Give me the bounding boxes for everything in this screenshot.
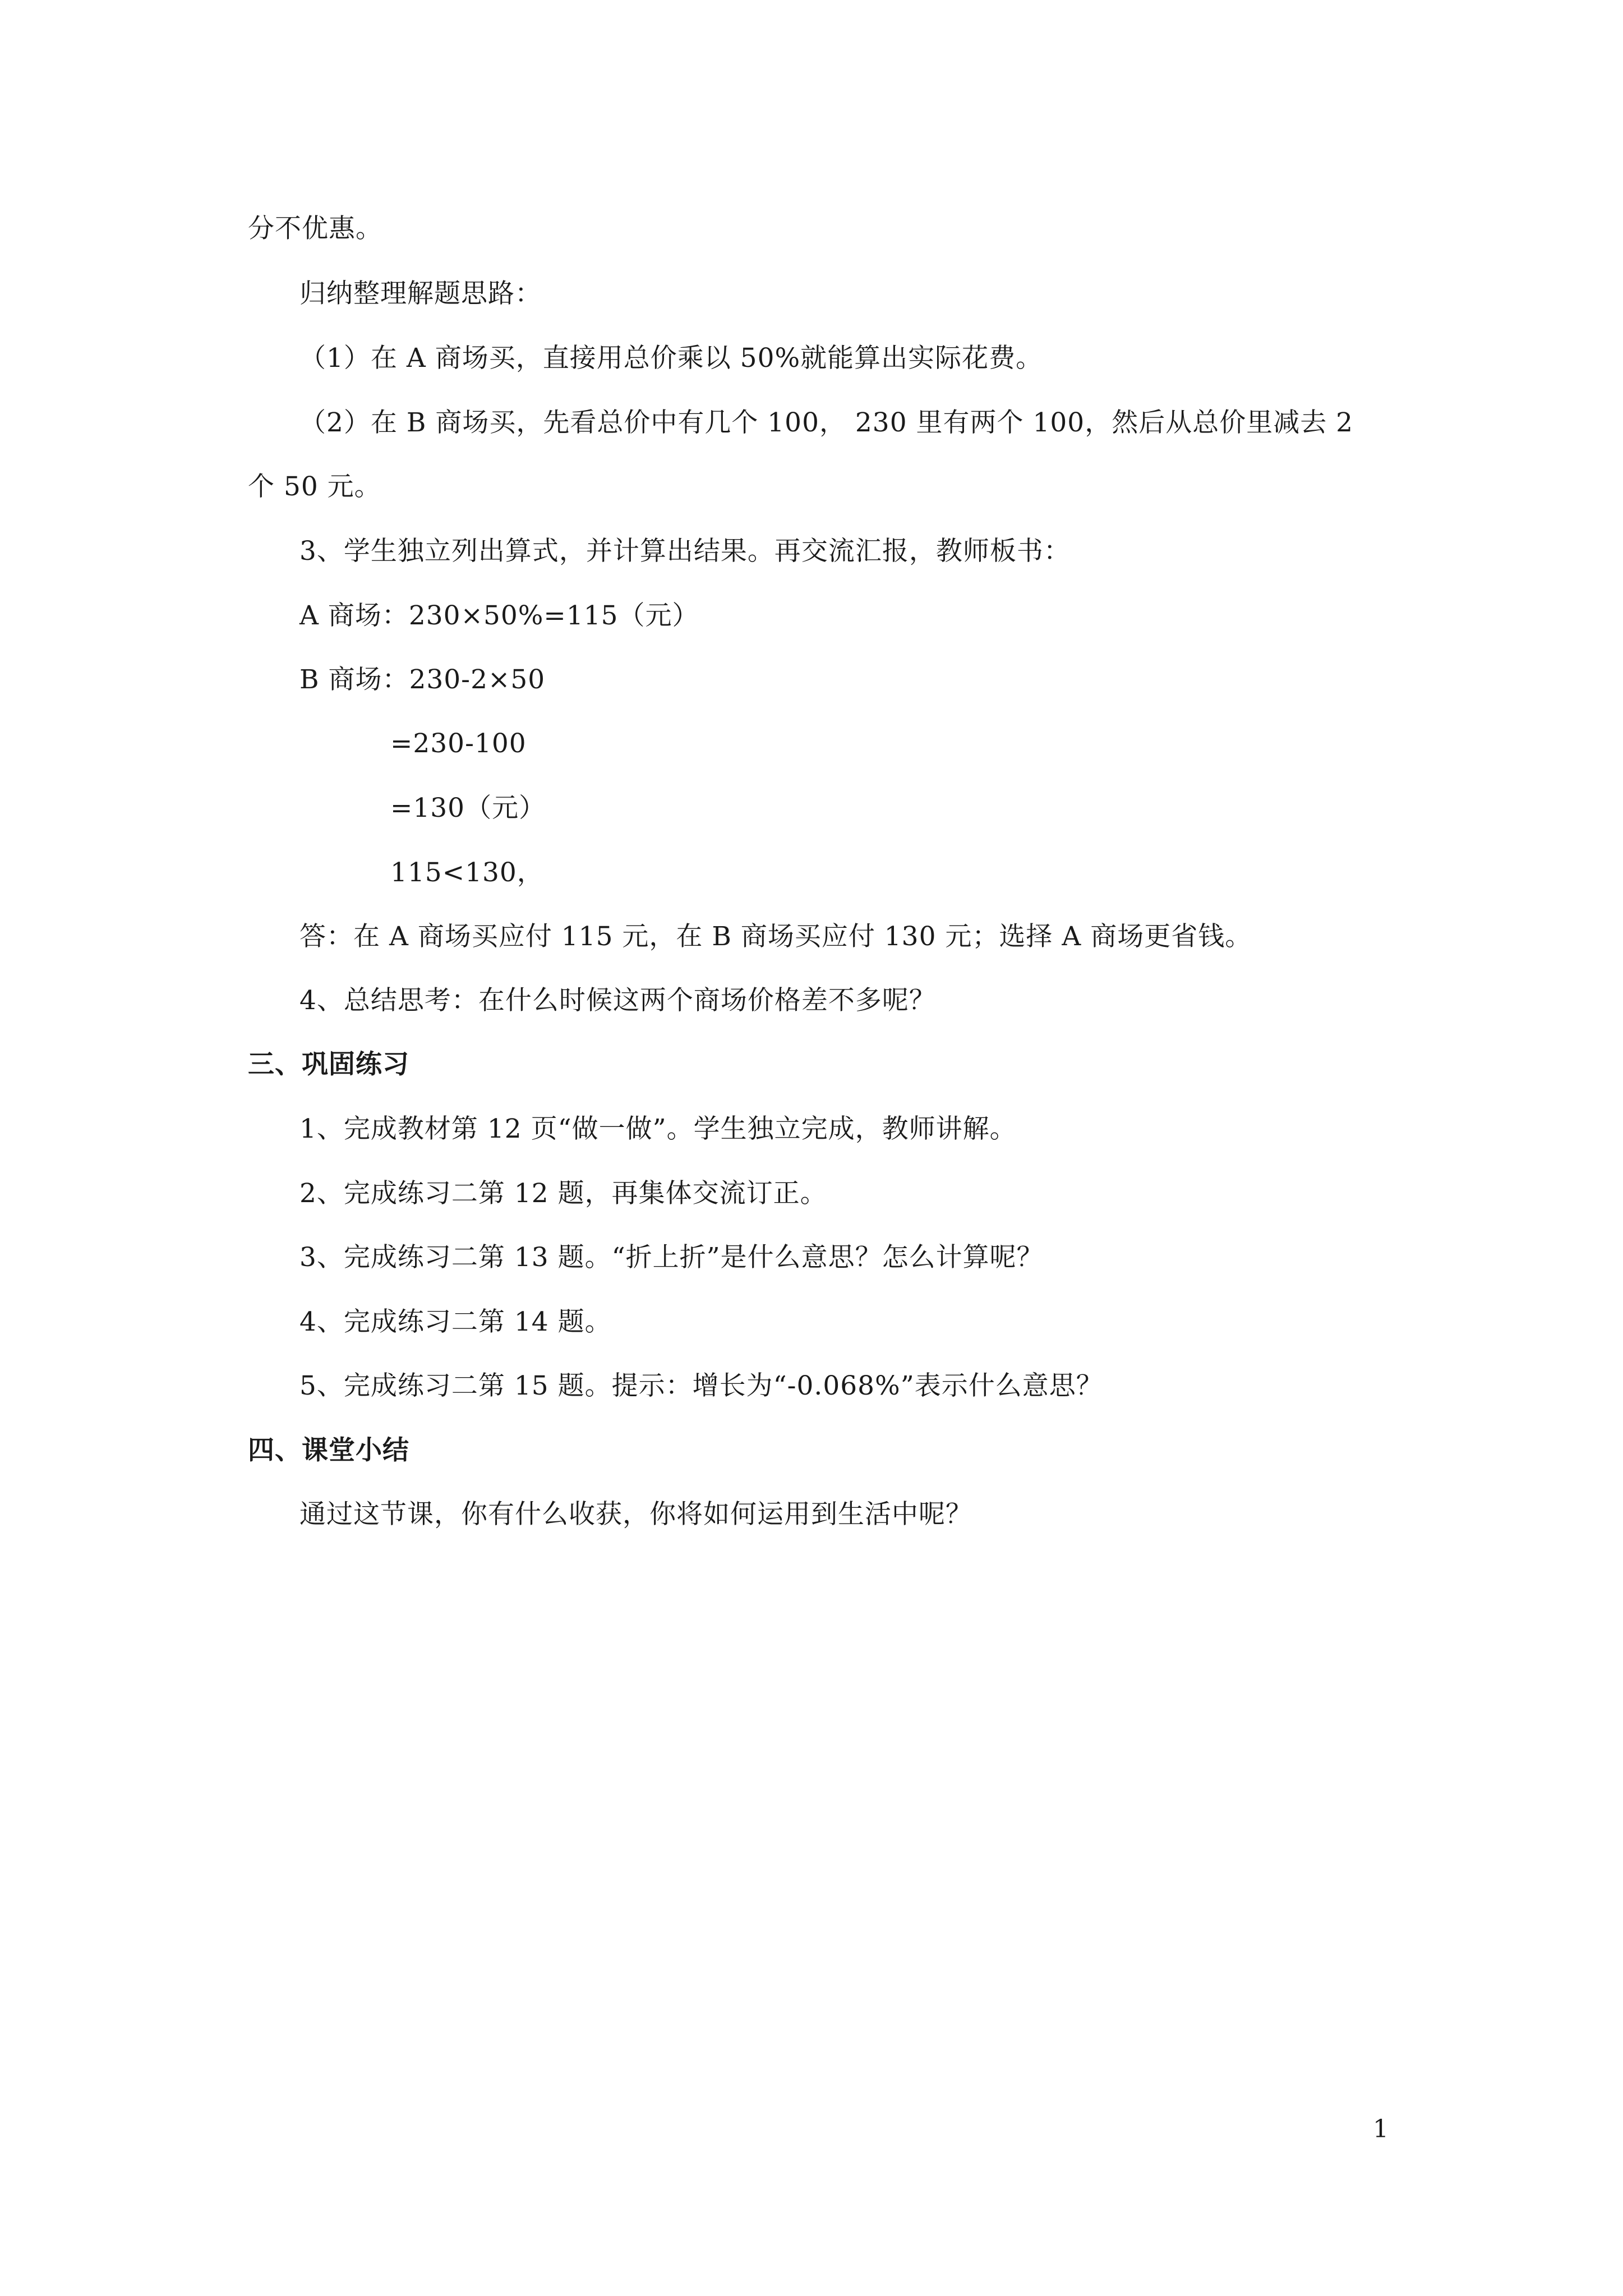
text-line-exercise-4: 4、完成练习二第 14 题。 (299, 1306, 612, 1337)
text-line-exercise-3: 3、完成练习二第 13 题。“折上折”是什么意思？怎么计算呢？ (299, 1242, 1044, 1273)
text-line-exercise-5: 5、完成练习二第 15 题。提示：增长为“-0.068%”表示什么意思？ (299, 1370, 1103, 1401)
text-line-exercise-1: 1、完成教材第 12 页“做一做”。学生独立完成，教师讲解。 (299, 1114, 1017, 1144)
text-line-answer: 答：在 A 商场买应付 115 元，在 B 商场买应付 130 元；选择 A 商场更省钱。 (299, 921, 1252, 952)
text-line-step-2b: 个 50 元。 (248, 471, 381, 502)
page-number: 1 (1373, 2115, 1389, 2143)
text-line-item-4: 4、总结思考：在什么时候这两个商场价格差不多呢？ (299, 985, 936, 1016)
text-line-calc-b2: =230-100 (390, 728, 527, 759)
section-heading-practice: 三、巩固练习 (248, 1049, 409, 1080)
text-line-calc-a: A 商场：230×50%=115（元） (299, 600, 699, 631)
section-heading-summary: 四、课堂小结 (248, 1435, 409, 1466)
text-line-summary-intro: 归纳整理解题思路： (299, 278, 542, 309)
text-line-calc-b1: B 商场：230-2×50 (299, 664, 546, 695)
text-line-closing: 通过这节课，你有什么收获，你将如何运用到生活中呢？ (299, 1499, 972, 1530)
text-line-continued: 分不优惠。 (248, 213, 382, 244)
text-line-step-1: （1）在 A 商场买，直接用总价乘以 50%就能算出实际花费。 (299, 343, 1043, 374)
text-line-calc-b3: =130（元） (390, 793, 546, 823)
text-line-compare: 115<130， (390, 857, 544, 888)
text-line-item-3: 3、学生独立列出算式，并计算出结果。再交流汇报，教师板书： (299, 536, 1071, 567)
text-line-exercise-2: 2、完成练习二第 12 题，再集体交流订正。 (299, 1178, 827, 1209)
text-line-step-2a: （2）在 B 商场买，先看总价中有几个 100， 230 里有两个 100，然后从总价里减去 2 (299, 407, 1354, 438)
